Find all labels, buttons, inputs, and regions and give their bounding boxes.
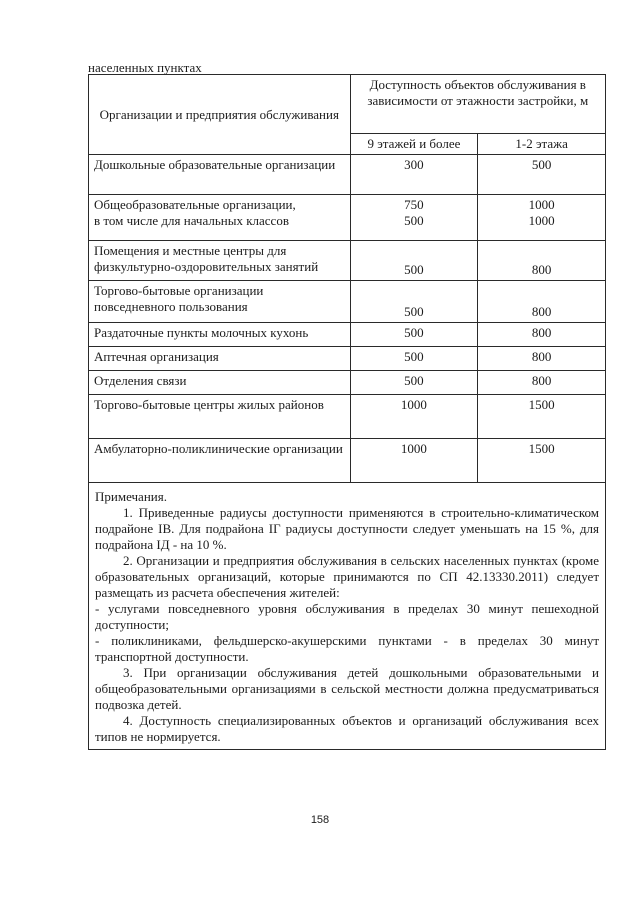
value-9-floors: 500: [350, 371, 478, 395]
table-header-row: [89, 75, 606, 134]
value-1-2-floors: 800: [478, 241, 606, 281]
value-9-floors: 300: [350, 155, 478, 195]
value-9-floors: 500: [350, 281, 478, 323]
service-accessibility-table: [88, 74, 606, 750]
value-1-2-floors: 800: [478, 347, 606, 371]
value-9-floors: 1000: [350, 395, 478, 439]
row-name-line2: в том числе для начальных классов: [94, 213, 289, 228]
value-9-floors: 500: [350, 241, 478, 281]
value-1-2-floors: 1500: [478, 395, 606, 439]
notes-title: Примечания.: [95, 489, 167, 504]
row-name: Помещения и местные центры для физкультурно-оздоровительных занятий: [89, 241, 351, 281]
value-1-2-floors: 800: [478, 281, 606, 323]
row-name: Отделения связи: [89, 371, 351, 395]
value-9-floors: 500: [350, 323, 478, 347]
row-name: Аптечная организация: [89, 347, 351, 371]
table-caption-continuation: населенных пунктах: [88, 60, 202, 75]
table-row: [89, 155, 606, 195]
table-row: [89, 439, 606, 483]
table-row: [89, 241, 606, 281]
notes-block: [89, 483, 606, 750]
row-name-line1: Общеобразовательные организации,: [94, 197, 296, 212]
page-number: 158: [310, 814, 330, 826]
value-line1: 750: [404, 197, 424, 212]
note-2-item-a: - услугами повседневного уровня обслуживания в пределах 30 минут пешеходной доступности;: [95, 601, 599, 632]
row-name: Раздаточные пункты молочных кухонь: [89, 323, 351, 347]
value-1-2-floors: 800: [478, 323, 606, 347]
value-9-floors: 1000: [350, 439, 478, 483]
value-line2: 500: [404, 213, 424, 228]
row-name: Торгово-бытовые организации повседневного пользования: [89, 281, 351, 323]
row-name: Торгово-бытовые центры жилых районов: [89, 395, 351, 439]
value-line2: 1000: [528, 213, 555, 228]
header-organizations: Организации и предприятия обслуживания: [89, 75, 351, 155]
row-name: Амбулаторно-поликлинические организации: [89, 439, 351, 483]
value-9-floors: 500: [350, 347, 478, 371]
note-2-item-b: - поликлиниками, фельдшерско-акушерскими пунктами - в пределах 30 минут транспортной доступности.: [95, 633, 599, 664]
notes-row: [89, 483, 606, 750]
value-1-2-floors: [478, 195, 606, 241]
row-name: [89, 195, 351, 241]
header-9-floors: 9 этажей и более: [350, 134, 478, 155]
table-row: [89, 371, 606, 395]
table-row: [89, 323, 606, 347]
note-1: 1. Приведенные радиусы доступности применяются в строительно-климатическом подрайоне IВ. Для подрайона IГ радиусы доступности следует уменьшать на 15 %, для подрайона IД - на 10 %.: [95, 505, 599, 552]
value-9-floors: [350, 195, 478, 241]
header-accessibility: Доступность объектов обслуживания в зависимости от этажности застройки, м: [350, 75, 605, 134]
note-2: 2. Организации и предприятия обслуживания в сельских населенных пунктах (кроме образовательных организаций, которые принимаются по СП 42.13330.2011) следует размещать из расчета обеспечения жителей:: [95, 553, 599, 600]
note-3: 3. При организации обслуживания детей дошкольными образовательными и общеобразовательными организациями в сельской местности должна предусматриваться подвозка детей.: [95, 665, 599, 712]
value-line1: 1000: [528, 197, 555, 212]
table-row: [89, 281, 606, 323]
row-name: Дошкольные образовательные организации: [89, 155, 351, 195]
note-4: 4. Доступность специализированных объектов и организаций обслуживания всех типов не нормируется.: [95, 713, 599, 744]
table-row: [89, 395, 606, 439]
table-row: [89, 347, 606, 371]
value-1-2-floors: 500: [478, 155, 606, 195]
value-1-2-floors: 1500: [478, 439, 606, 483]
value-1-2-floors: 800: [478, 371, 606, 395]
table-row: [89, 195, 606, 241]
header-1-2-floors: 1-2 этажа: [478, 134, 606, 155]
